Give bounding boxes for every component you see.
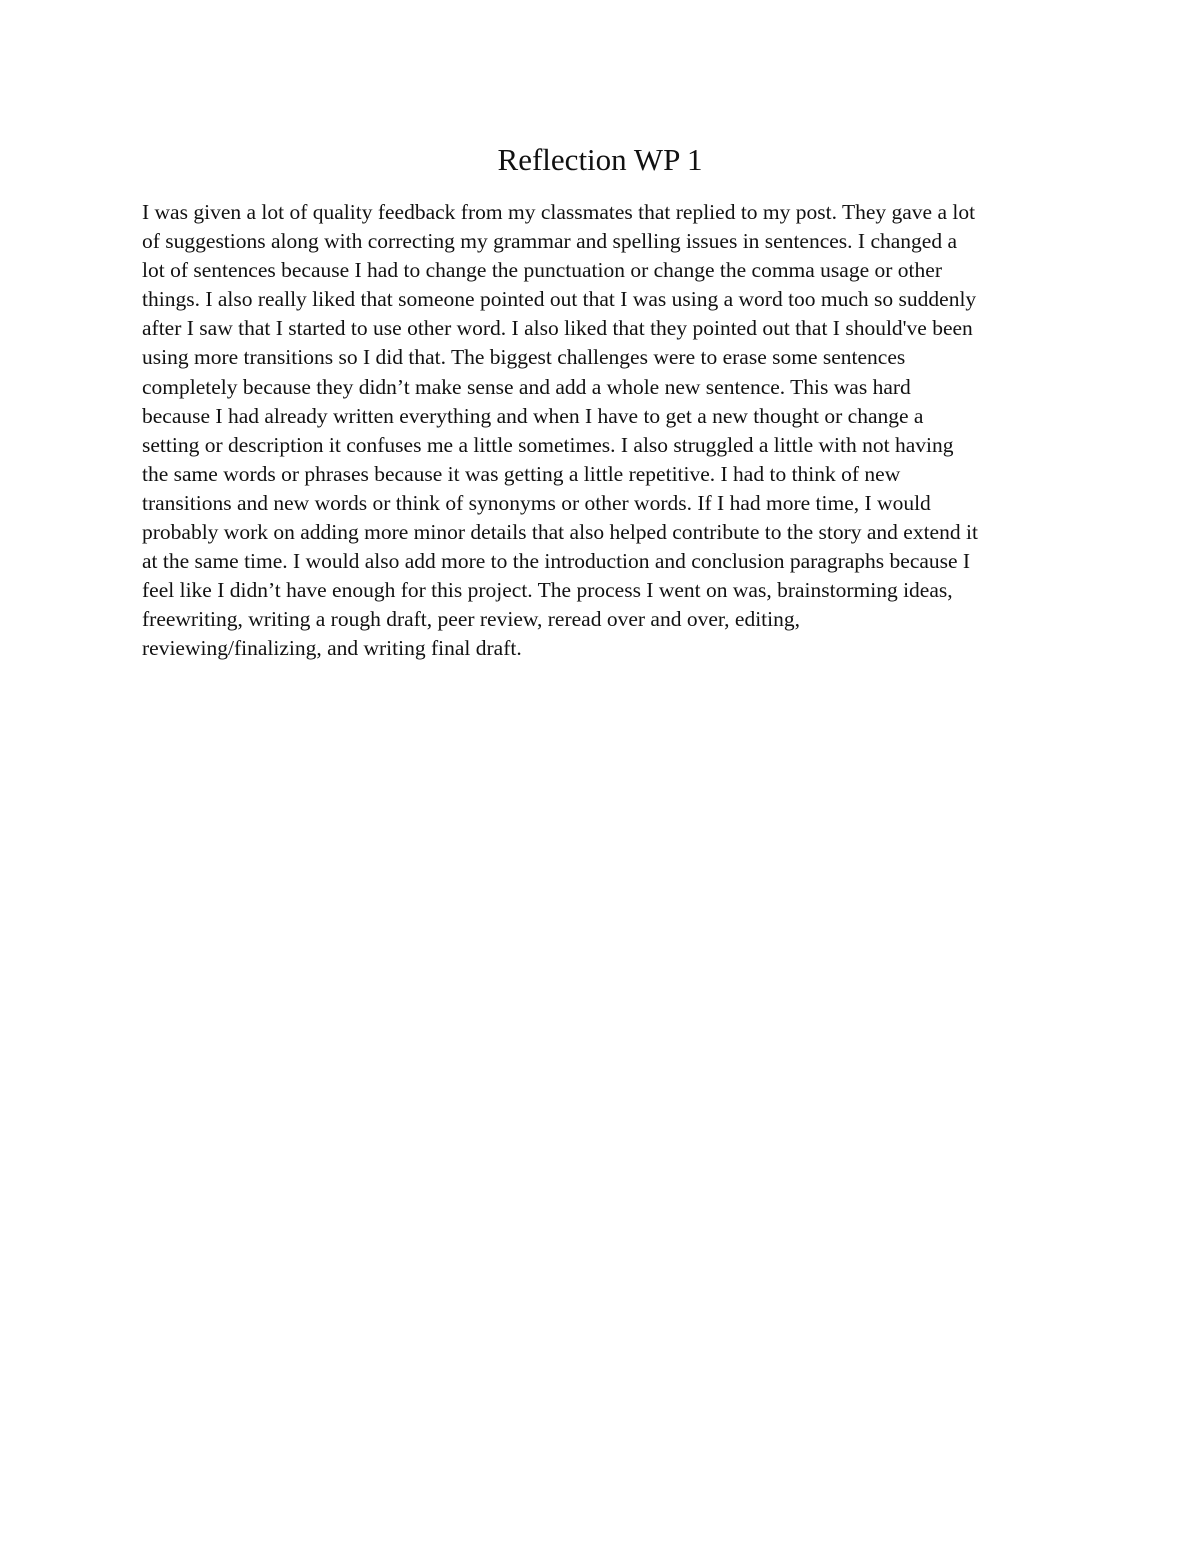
- paragraph-line: transitions and new words or think of synonyms or other words. If I had more time, I would: [142, 490, 931, 515]
- paragraph-line: of suggestions along with correcting my grammar and spelling issues in sentences. I changed a: [142, 229, 958, 254]
- paragraph-line: because I had already written everything and when I have to get a new thought or change a: [142, 403, 924, 428]
- paragraph-line: the same words or phrases because it was getting a little repetitive. I had to think of new: [142, 461, 901, 486]
- paragraph-line: using more transitions so I did that. The biggest challenges were to erase some sentences: [142, 345, 906, 370]
- paragraph-line: reviewing/finalizing, and writing final draft.: [142, 636, 522, 661]
- paragraph-line: things. I also really liked that someone pointed out that I was using a word too much so suddenly: [142, 287, 977, 312]
- paragraph-line: feel like I didn’t have enough for this project. The process I went on was, brainstorming ideas,: [142, 578, 953, 603]
- paragraph-line: at the same time. I would also add more to the introduction and conclusion paragraphs because I: [142, 549, 971, 574]
- paragraph-line: setting or description it confuses me a little sometimes. I also struggled a little with not having: [142, 432, 954, 457]
- paragraph-line: I was given a lot of quality feedback from my classmates that replied to my post. They gave a lot: [142, 200, 976, 224]
- paragraph-line: freewriting, writing a rough draft, peer review, reread over and over, editing,: [142, 607, 800, 632]
- reflection-paragraph: [142, 198, 1072, 664]
- paragraph-line: after I saw that I started to use other word. I also liked that they pointed out that I should've been: [142, 316, 973, 341]
- paragraph-line: lot of sentences because I had to change the punctuation or change the comma usage or other: [142, 258, 942, 283]
- document-title: Reflection WP 1: [497, 142, 703, 177]
- paragraph-line: completely because they didn’t make sense and add a whole new sentence. This was hard: [142, 374, 911, 399]
- paragraph-line: probably work on adding more minor details that also helped contribute to the story and extend it: [142, 520, 978, 545]
